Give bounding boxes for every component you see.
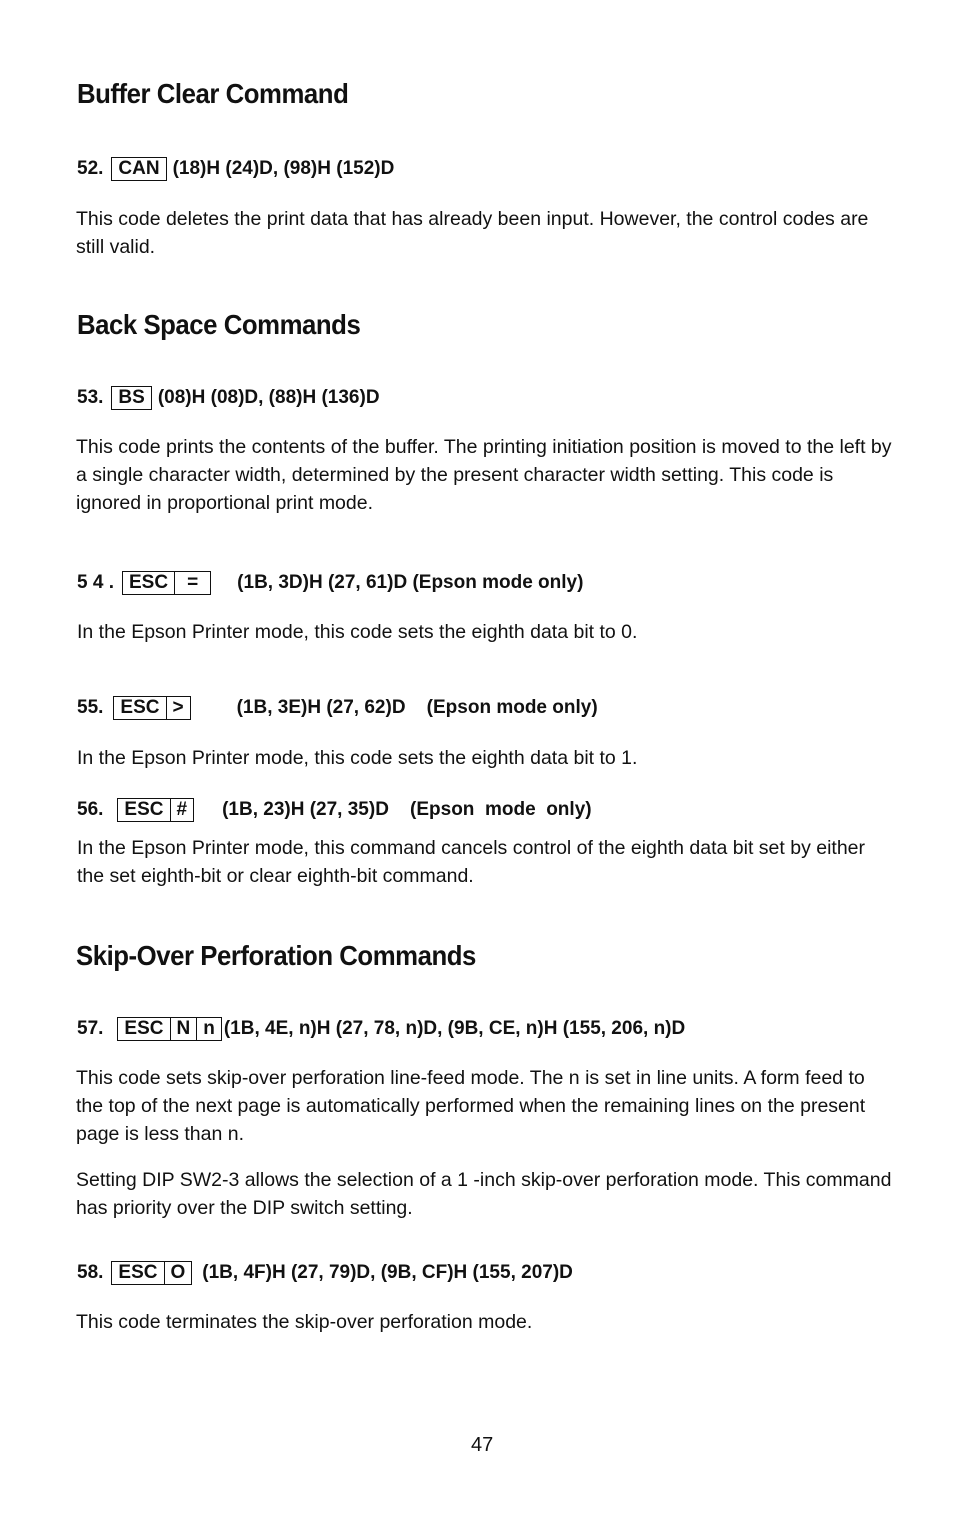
section-heading-back-space: Back Space Commands	[77, 309, 361, 340]
key-box	[117, 1017, 221, 1041]
command-53	[77, 386, 380, 410]
section-heading-skip-over: Skip-Over Perforation Commands	[76, 940, 476, 971]
key-can: CAN	[118, 158, 160, 179]
command-52-description: This code deletes the print data that has already been input. However, the control codes are still valid.	[76, 208, 869, 258]
key-box	[117, 798, 194, 822]
key-n-lower: n	[196, 1018, 221, 1040]
command-53-description: This code prints the contents of the buffer. The printing initiation position is moved to the left by a single character width, determined by the present character width setting. This code is ignored in proportional print mode.	[76, 436, 892, 514]
command-number: 52.	[77, 158, 104, 179]
command-codes: (08)H (08)D, (88)H (136)D	[157, 387, 380, 408]
command-58-description: This code terminates the skip-over perforation mode.	[76, 1311, 533, 1333]
page-number: 47	[471, 1434, 494, 1456]
key-o: O	[164, 1262, 192, 1284]
command-57-description-2: Setting DIP SW2-3 allows the selection of a 1 -inch skip-over perforation mode. This command has priority over the DIP switch setting.	[76, 1169, 892, 1219]
key-esc: ESC	[124, 1018, 164, 1039]
key-esc: ESC	[118, 1262, 158, 1283]
key-esc: ESC	[124, 799, 164, 820]
key-esc: ESC	[128, 572, 169, 593]
command-codes: (1B, 4F)H (27, 79)D, (9B, CF)H (155, 207)D	[202, 1262, 573, 1283]
command-number: 5 4 .	[77, 572, 114, 593]
command-codes: (18)H (24)D, (98)H (152)D	[172, 158, 395, 179]
command-58	[77, 1261, 573, 1285]
key-bs: BS	[118, 387, 145, 408]
command-number: 58.	[77, 1262, 104, 1283]
command-55	[77, 696, 598, 720]
command-codes: (1B, 3D)H (27, 61)D (Epson mode only)	[237, 572, 584, 593]
key-n-upper: N	[170, 1018, 197, 1040]
command-57	[77, 1017, 685, 1041]
command-52	[77, 157, 394, 181]
key-box	[111, 157, 166, 181]
command-54	[77, 571, 583, 595]
command-57-description: This code sets skip-over perforation line-feed mode. The n is set in line units. A form feed to the top of the next page is automatically performed when the remaining lines on the present page is less than n.	[76, 1067, 866, 1145]
command-56	[77, 798, 592, 822]
key-box	[113, 696, 190, 720]
command-number: 56.	[77, 799, 104, 820]
key-hash: #	[170, 799, 194, 821]
key-box	[111, 1261, 192, 1285]
key-box	[111, 386, 151, 410]
key-equals: =	[174, 572, 210, 594]
command-number: 53.	[77, 387, 104, 408]
key-box	[122, 571, 211, 595]
section-heading-buffer-clear: Buffer Clear Command	[77, 78, 349, 109]
command-55-description: In the Epson Printer mode, this code sets the eighth data bit to 1.	[77, 747, 638, 769]
command-56-description: In the Epson Printer mode, this command cancels control of the eighth data bit set by either the set eighth-bit or clear eighth-bit command.	[77, 837, 866, 887]
command-number: 57.	[77, 1018, 104, 1039]
key-greater-than: >	[166, 697, 190, 719]
key-esc: ESC	[120, 697, 160, 718]
command-codes: (1B, 4E, n)H (27, 78, n)D, (9B, CE, n)H (155, 206, n)D	[223, 1018, 686, 1039]
command-number: 55.	[77, 697, 104, 718]
command-codes: (1B, 23)H (27, 35)D (Epson mode only)	[222, 799, 592, 820]
command-54-description: In the Epson Printer mode, this code sets the eighth data bit to 0.	[77, 621, 638, 643]
command-codes: (1B, 3E)H (27, 62)D (Epson mode only)	[236, 697, 598, 718]
